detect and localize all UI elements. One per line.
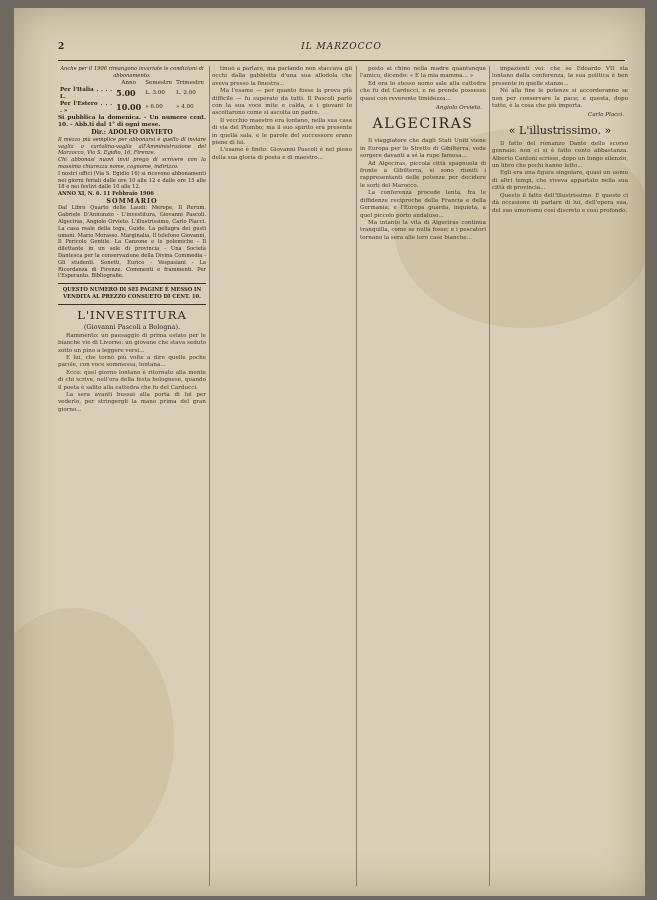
director-line: Dir.: ADOLFO ORVIETO xyxy=(91,129,173,137)
column-2 xyxy=(212,66,352,886)
article-body: posto ai chino nella madre quantunque l'amico, dicendo: « È la mia mamma... » Ed ora lo stesso uomo sale alla cattedra che fu del Carducci, e ne prende possesso quasi con reverente timidezza... xyxy=(360,66,486,102)
header-rule xyxy=(58,60,625,61)
article-body: tinuò a parlare, ma parlando non staccava gli occhi dalla gabbietta d'una sua allodola che aveva presso la finestra... Ma l'esame — per quanto fosse la prova più difficile — fu superato da tutti. Il Pascoli parlò con la sua voce mite e calda, e i giovani lo ascoltarono come si ascolta un padre. Il vecchio maestro era lontano, nella sua casa di via del Piombo; ma il suo spirito era presente in quella sala, e le parole del successore erano piene di lui. L'esame è finito: Giovanni Pascoli è nel pieno della sua gloria di poeta e di maestro... xyxy=(212,66,352,161)
sommario-title: SOMMARIO xyxy=(106,196,158,205)
premium-notice: QUESTO NUMERO DI SEI PAGINE È MESSO IN VENDITA AL PREZZO CONSUETO DI CENT. 10. xyxy=(62,287,202,300)
article-body: Rammento: un paesaggio di prima estate per le bianche vie di Livorno: un giovane che stava seduto sotto un pino a leggere versi... E lui, che tornò più volte a dire quelle poche parole, con voce sommessa, lontana... Ecco: quel giorno lontano è ritornato alla mente di chi scrive, nell'ora della festa bolognese, quando il poeta è salito alla cattedra che fu del Carducci. La sera avanti bussai alla porta di lui per vederlo, per stringergli la mano prima del gran giorno... xyxy=(58,332,206,413)
table-header: Trimestre xyxy=(176,79,204,86)
running-head xyxy=(58,42,625,58)
column-rule xyxy=(209,66,210,886)
subscription-notice: Anche per il 1906 rimangono invariate le condizioni di abbonamento: xyxy=(60,66,204,79)
table-header: Anno xyxy=(121,79,136,86)
office-hours: I nostri uffici (Via S. Egidio 16) si ricevono abbonamenti nei giorni feriali dalle ore 10 alle 12 e dalle ore 15 alle 18 e nei festivi dalle 10 alle 12. xyxy=(58,170,206,191)
article-title-investitura: L'INVESTITURA xyxy=(77,307,187,322)
column-1 xyxy=(58,66,206,886)
table-header: Semestre xyxy=(145,79,173,86)
article-body: Il viaggiatore che dagli Stati Uniti viene in Europa per lo Stretto di Gibilterra, vede sorgere davanti a sé la rupe famosa... Ad Algeciras, piccola città spagnuola di fronte a Gibilterra, si sono riuniti i rappresentanti delle potenze per decidere le sorti del Marocco. La conferenza procede lenta, fra le diffidenze reciproche della Francia e della Germania; e l'Europa guarda, inquieta, a quel piccolo porto andaluso... Ma intanto la vita di Algeciras continua tranquilla, come se nulla fosse; e i pescatori tornano la sera alle loro case bianche... xyxy=(360,138,486,241)
issue-line: ANNO XI, N. 6. 11 Febbraio 1906 xyxy=(58,191,154,198)
masthead-title: IL MARZOCCO xyxy=(301,42,382,52)
table-cell: Per l'Italia . . . . L. xyxy=(60,86,113,100)
table-cell: Per l'Estero . . . . » xyxy=(60,100,113,114)
table-cell: » 6.00 xyxy=(145,104,163,111)
article-body: impazienti voi: che se Edoardo VII sta lontano dalla conferenza, la sua politica è ben presente in quelle stanze... Né alla fine le potenze si accorderanno se non per conservare la pace; e questa, dopo tutto, è la cosa che più importa. xyxy=(492,66,628,110)
publication-day: Si pubblica la domenica. - Un numero cent. 10. - Abb.ti dal 1° di ogni mese. xyxy=(58,114,206,128)
table-row xyxy=(58,87,206,101)
column-rule xyxy=(489,66,490,886)
page-number: 2 xyxy=(58,42,65,52)
signature-orvieto: Angiolo Orvieto. xyxy=(435,105,482,112)
admin-note: Il mezzo più semplice per abbonarsi è quello di inviare vaglia o cartolina-vaglia all'Amministrazione del Marzocco, Via S. Egidio, 16, Firenze. xyxy=(58,136,206,157)
column-rule xyxy=(356,66,357,886)
subscription-table xyxy=(58,80,206,115)
table-cell: 10.00 xyxy=(116,102,142,113)
table-cell: L. 3.00 xyxy=(145,90,165,97)
table-cell: L. 2.00 xyxy=(176,90,196,97)
column-3 xyxy=(360,66,486,886)
table-cell: 5.00 xyxy=(116,88,136,99)
subscriber-note: Chi abbonasi nuovi invii prego di scrivere con la massima chiarezza nome, cognome, indirizzo. xyxy=(58,157,206,170)
divider xyxy=(58,283,206,284)
article-subtitle: (Giovanni Pascoli a Bologna). xyxy=(83,322,181,331)
divider xyxy=(58,304,206,305)
column-4 xyxy=(492,66,628,886)
signature-placci: Carlo Placci. xyxy=(588,112,624,119)
table-row xyxy=(58,80,206,87)
newspaper-page xyxy=(14,8,645,896)
article-title-illustrissimo: « L'illustrissimo. » xyxy=(508,123,612,137)
table-row xyxy=(58,101,206,115)
article-title-algeciras: ALGECIRAS xyxy=(372,116,474,133)
article-body: Il fatto del romanzo Dante dello scorso gennaio: non ci si è fatto conto abbastanza. Alberto Cantoni scrisse, dopo un lungo silenzio, un libro che pochi hanno letto... Egli era una figura singolare, quasi un uomo di altri tempi, che viveva appartato nella sua città di provincia... Questo il fatto dell'Illustrissimo. E questo ci dà occasione di parlare di lui, dell'opera sua, del suo umorismo così discreto e così profondo. xyxy=(492,140,628,214)
table-cell: » 4.00 xyxy=(176,104,194,111)
sommario-text: Dal Libro Quarto delle Laudi: Merope, Il Rerum. Gabriele D'Annunzio - L'investitura, Giovanni Pascoli. Algeciras, Angiolo Orvieto. L'illustrissimo, Carlo Placci. La casa reale della toga, Guido. La pellagra dei gusti umani. Mario Morasso. Marginalia, Il telefono Giovanni, Il Pericolo Gentile. La Canzone e le polemiche - Il dilettante in un sole di provincia - Una Società Dantesca per la conservazione della Divina Commedia - Gli studenti. Sonetti, Eurico - Vespasiani - La Ricordanza di Firenze. Commenti e frammenti. Per l'Esperanto. Bibliografie. xyxy=(58,205,206,280)
